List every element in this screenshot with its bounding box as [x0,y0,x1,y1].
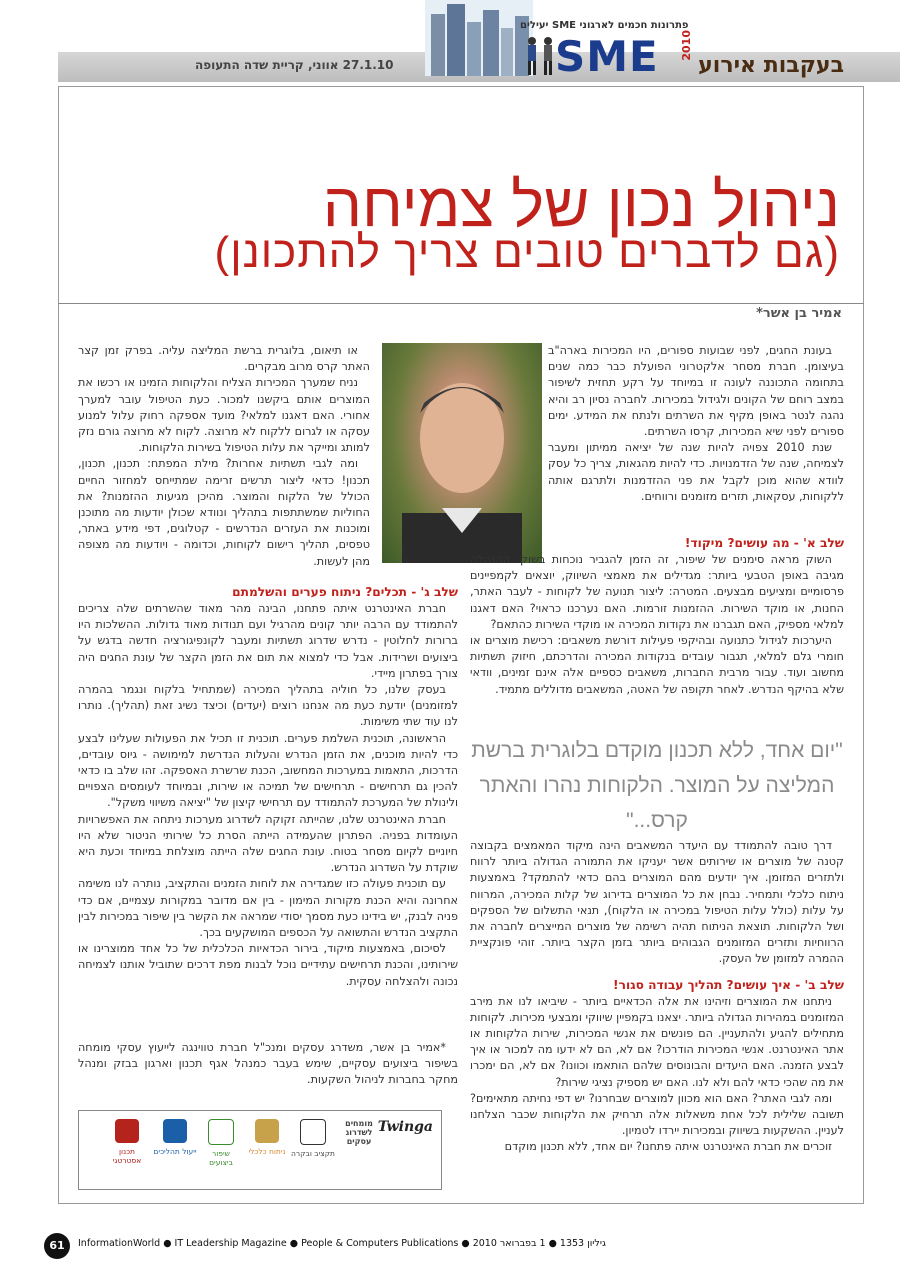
sme-year: 2010 [680,30,693,61]
ad-item-label: תקציב ובקרה [291,1149,335,1158]
coins-icon [255,1119,279,1143]
paragraph: נניח שמערך המכירות הצליח והלקוחות הזמינו או רכשו את המוצרים אותם ביקשנו למכור. כעת הטיפול עובר למערך אחורי. האם דאגנו למלאי? מועד אספקה רחוק עלול למנוע עסקה או לגרום ללקוח לא מרוצה. לקוח לא מרוצה גורם נזק למותג ומייקר את עלות הטיפול בשירות הלקוחות. [78,376,370,455]
author-bio [78,1040,458,1089]
byline-divider [58,303,864,304]
city-skyline-image [425,0,533,76]
ad-item-economic [245,1119,289,1156]
ad-item-label: שיפור ביצועים [209,1149,233,1167]
article-title: ניהול נכון של צמיחה [322,171,840,240]
strategy-icon [115,1119,139,1143]
ad-item-performance [199,1119,243,1167]
article-column-right-step-a [470,534,844,698]
paragraph: ומה לגבי תשתיות אחרות? מילת המפתח: תכנון, תכנון, תכנון! כדאי ליצור תרשים זרימה שמתייחס למחזור החיים הכולל של הלקוח והמוצר. מהיכן מגיעות ההזמנות? את החוליות שמשתתפות בתהליך ונוודא שכולן יודעות מה מתוכנן ומוכנות את העזרים הנדרשים - קטלוגים, דפי מידע באתר, טפסים, תהליך רישום לקוחות, וכדומה - ויודעות מה מצופה מהן לעשות. [78,457,370,568]
ad-item-budget [291,1119,335,1158]
clock-icon [300,1119,326,1145]
article-column-right-top [548,343,844,505]
ad-item-label: תכנון אסטרטגי [112,1147,142,1165]
paragraph: זוכרים את חברת האינטרנט איתה פתחנו? יום אחד, ללא תכנון מוקדם [504,1140,832,1154]
sme-tagline: פתרונות חכמים לארגוני SME יעילים [520,20,689,31]
section-heading: שלב א' - מה עושים? מיקוד! [684,536,844,550]
article-column-left-top [78,343,370,570]
author-portrait-image [382,343,542,563]
ad-item-process [153,1119,197,1156]
twinga-ad [78,1110,442,1190]
paragraph: לסיכום, באמצעות מיקוד, בירור הכדאיות הכלכלית של כל אחד ממוצרינו או שירותינו, והכנת תרחישים עתידיים נוכל לבנות מפת דרכים שתוביל אותנו לצמיחה נכונה ולהצלחה עסקית. [78,942,458,988]
brand-name: Twinga [377,1119,433,1135]
footer-publication-line: InformationWorld ● IT Leadership Magazine ● People & Computers Publications ● 2010 גיליון 1353 ● 1 בפברואר [78,1238,606,1249]
ad-brand [377,1119,433,1135]
bio-text: *אמיר בן אשר, משדרג עסקים ומנכ"ל חברת טווינגה לייעוץ עסקי מומחה בשיפור ביצועים עסקיים, שימש בעבר כמנהל אגף תכנון וארגון בבזק ומנהל מחקר בחברות לניהול השקעות. [78,1041,458,1087]
article-column-left [78,583,458,990]
paragraph: ניתחנו את המוצרים וזיהינו את אלה הכדאיים ביותר - שיביאו לנו את מירב המזומנים במהירות הגדולה ביותר. יצאנו בקמפיין שיווקי ומבצעי מכירות. לקוחות מתחילים להגיע ולהתעניין. הם פונשים את אנשי המכירות, שירות הלקוחות או אתר האינטרנט. אנשי המכירות הודרכו? אם לא, הם לא ידעו מה למכור או איך לבצע הזמנה. האם היעדים והבונוסים שלהם הותאמו וכוונו? אם לא, הם ימכרו את מה שהכי כדאי להם ולא לנו. האם יש מספיק נציגי שירות? [470,994,844,1089]
business-people-icon [520,35,560,77]
byline: אמיר בן אשר* [756,306,842,321]
paragraph: בעסק שלנו, כל חוליה בתהליך המכירה (שמתחיל בלקוח ונגמר בהמרה למזומנים) יודעת כעת מה אנחנו רוצים (יעדים) וכיצד נשיג זאת (תהליך). נותרו לנו עוד שתי משימות. [78,683,458,729]
paragraph: היערכות לגידול כתנועה ובהיקפי פעילות דורשת משאבים: רכישת מוצרים או חומרי גלם למלאי, תגבור עובדים בנקודות המכירה והדרכתם, חיזוק תשתיות מחשוב ועוד. עבור מרבית החברות, משאבים כספיים אלה אינם זמינים, וודאי שלא בהיקף הנדרש. לאחר תקופה של האטה, המשאבים מדוללים מתמיד. [470,634,844,696]
paragraph: דרך טובה להתמודד עם היעדר המשאבים הינה מיקוד המאמצים בקבוצה קטנה של מוצרים או שירותים אשר יעניקו את התמורה הגדולה ביותר לרווח ולתזרים המזומן. איך יודעים מהם המוצרים בהם כדאי להתמקד? באמצעות ניתוח כלכלי ותמחיר. נבחן את כל המוצרים בדירוג של קלות המכירה, המרווח על עלות (כולל עלות הטיפול במכירה או הלקוח), תנאי התשלום של הספקים ושל הלקוחות. תוצאת הניתוח תהיה רשימה של מוצרים המייצרים לחברה את הרווחיות ותזרים המזומנים הגבוהים ביותר בזמן הקצר ביותר. זוהי פונקציית ההמרה למזומן של העסק. [470,839,844,966]
growth-chart-icon [208,1119,234,1145]
paragraph: שנת 2010 צפויה להיות שנה של יציאה ממיתון ומעבר לצמיחה, שנה של הזדמנויות. כדי להיות מהגאות, צריך כל עסק לוודא שהוא מוכן לקבל את פני ההזדמנות ולתרגם אותה ללקוחות, עסקאות, תזרים מזומנים ורווחים. [548,441,844,503]
ad-item-label: ייעול תהליכים [153,1147,197,1156]
paragraph: ומה לגבי האתר? האם הוא מכוון למוצרים שבחרנו? יש דפי נחיתה מתאימים? תשובה שלילית לכל אחת משאלות אלה תרחיק את הלקוחות שכבר הצלחנו לעניין. ההשקעות בשיווק ובמכירות יירדו לטמיון. [470,1091,844,1138]
paragraph: עם תוכנית פעולה כזו שמגדירה את לוחות הזמנים והתקציב, נותרה לנו משימה אחרונה והיא הכנת מקורות המימון - בין אם מדובר במקורות עצמיים, אם כדי פניה לבנק, יש בידינו כעת מסמך יסודי שמראה את הקשר בין שיפור במכירות לבין התקציב הנדרש והתשואה על הכספים המושקעים בכך. [78,877,458,940]
paragraph: או תיאום, בלוגרית ברשת המליצה עליה. בפרק זמן קצר האתר קרס מרוב מבקרים. [78,344,370,374]
ad-item-strategy [105,1119,149,1165]
paragraph: בעונת החגים, לפני שבועות ספורים, היו המכירות בארה"ב בעיצומן. חברת מסחר אלקטרוני הפועלת כבר כמה שנים בתחומה התכוננה לעונה זו במיוחד על רקע תחזית לשיפור במצב רוחם של הקונים ולגידול במכירות. לחברה נסיון רב והיא נהגה לנטר באופן מקיף את השרתים ולנתח את המידע. ימים ספורים לפני שיא המכירות, קרסו השרתים. [548,344,844,439]
author-photo [382,343,542,563]
event-date-location: 27.1.10 אווני, קריית שדה התעופה [195,58,394,72]
process-icon [163,1119,187,1143]
paragraph: הראשונה, תוכנית השלמת פערים. תוכנית זו תכיל את הפעולות שעלינו לבצע כדי להיות מוכנים, את הזמן הנדרש והעלות הנדרשת למימושה - גיוס עובדים, הדרכות, התאמות במערכות המחשוב, הכנת שרשרת האספקה. זהו שלב בו כדאי להכין גם תרחישים - תרחישים של תמיכה או שירות, ובמיוחד לעומסים הצפויים ולינולת של המערכת להתמודד עם תרחישי קיצון של "יציאה משיווי משקל". [78,731,458,810]
pull-quote: "יום אחד, ללא תכנון מוקדם בלוגרית ברשת המליצה על המוצר. הלקוחות נהרו והאתר קרס..." [471,739,843,832]
sme-logo: SME [555,32,659,81]
ad-item-label: ניתוח כלכלי [248,1147,286,1156]
section-heading: שלב ב' - איך עושים? תהליך עבודה סגור! [613,977,844,992]
article-column-right-bottom [470,838,844,1156]
ad-tagline: מומחים לשדרוג עסקים [345,1119,373,1146]
paragraph: חברת האינטרנט איתה פתחנו, הבינה מהר מאוד שהשרתים שלה צריכים להתמודד עם הרבה יותר קונים מהרגיל ועם תנודות מאוד גדולות. ההשלכות היו ברורות לחלוטין - נדרש שדרוג תשתיות ומעבר לקונפיגורציה חדשה בדגש על ביצועים ושרידות. אבל כדי למצוא את תום את הזמן הקצר של עונת החגים היה צורך בפתרון מיידי. [78,602,458,680]
section-heading: שלב ג' - תכלים? ניתוח פערים והשלמתם [232,585,458,599]
paragraph: השוק מראה סימנים של שיפור, זה הזמן להגביר נוכחות בשוק. ההנהלה מגיבה באופן הטבעי ביותר: מגדילים את מאמצי השיווק, יוצאים לקמפיינים פרסומיים ומציעים מבצעים. המטרה: ליצור תנועה של לקוחות - לעבר האתר, החנות, או מוקד השירות. ההזמנות זורמות. האם נערכנו כראוי? האם דאגנו למלאי מספיק, האם תגברנו את נקודות המכירה או מוקדי השירות כהתאם? [470,553,844,631]
page-number: 61 [44,1233,70,1259]
article-subtitle: (גם לדברים טובים צריך להתכונן) [214,228,840,277]
section-label: בעקבות אירוע [698,53,844,78]
paragraph: חברת האינטרנט שלנו, שהייתה זקוקה לשדרוג מערכות ניתחה את האפשרויות העומדות בפניה. הפתרון שהעמידה הייתה הסרת כל שירותי הניטור שלא היו חיוניים לקיום מסחר בטוח. עונת החגים שלה הייתה מוצלחת במיוחד וכעת היא שוקדת על השדרוג הנדרש. [78,812,458,875]
